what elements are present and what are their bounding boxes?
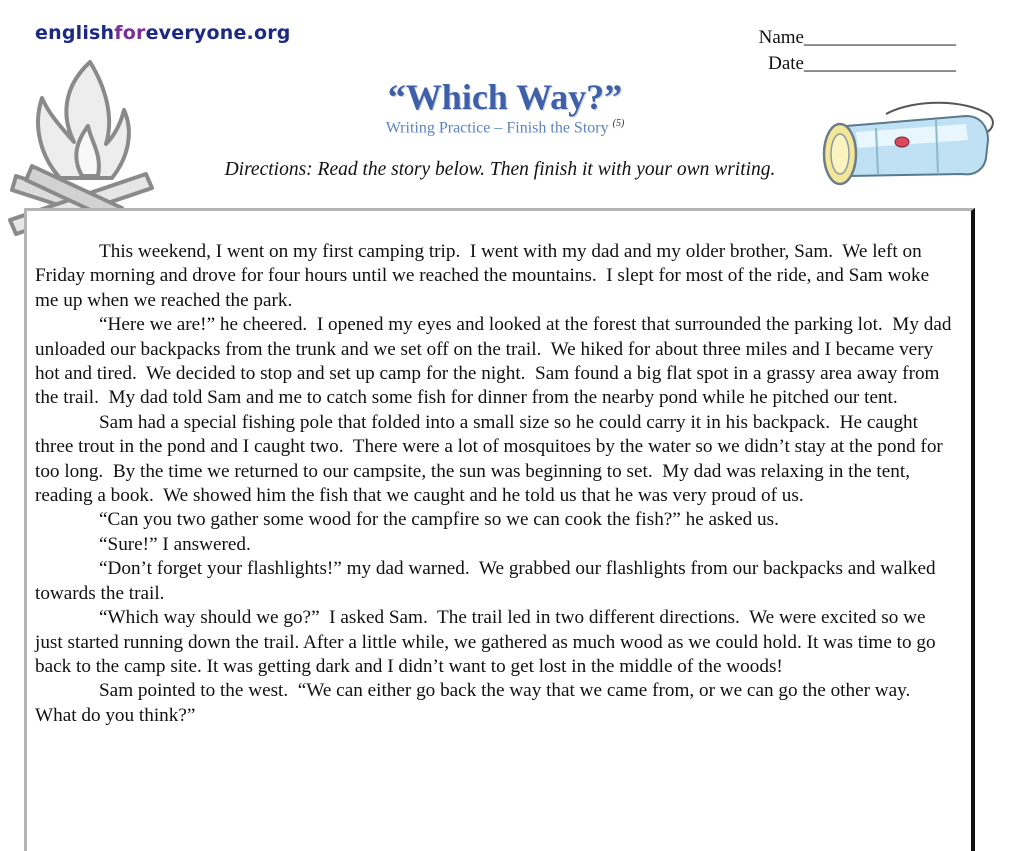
story-paragraph: “Don’t forget your flashlights!” my dad warned. We grabbed our flashlights from our backpacks and walked towards the trail. <box>35 558 941 604</box>
site-logo <box>35 22 291 44</box>
story-paragraph: “Which way should we go?” I asked Sam. The trail led in two different directions. We were excited so we just started running down the trail. After a little while, we gathered as much wood as we could hold. It was time to go back to the camp site. It was getting dark and I didn’t want to get lost in the middle of the woods! <box>35 607 941 677</box>
logo-everyone: everyone.org <box>145 22 291 44</box>
story-paragraph: “Sure!” I answered. <box>99 533 251 555</box>
name-date-block <box>759 25 956 77</box>
logo-for: for <box>114 22 146 44</box>
flashlight-icon <box>816 96 998 196</box>
directions: Directions: Read the story below. Then finish it with your own writing. <box>224 159 776 180</box>
date-field[interactable]: Date________________ <box>768 53 956 74</box>
name-field[interactable]: Name________________ <box>758 27 956 48</box>
worksheet-title: “Which Way?” <box>387 77 623 117</box>
logo-english: english <box>35 22 115 44</box>
level-badge: (5) <box>612 118 625 129</box>
story-text <box>35 240 957 728</box>
story-paragraph: Sam pointed to the west. “We can either go back the way that we came from, or we can go the other way. What do you think?” <box>35 680 920 726</box>
story-paragraph: Sam had a special fishing pole that folded into a small size so he could carry it in his backpack. He caught three trout in the pond and I caught two. There were a lot of mosquitoes by the water so we didn’t stay at the pond for too long. By the time we returned to our campsite, the sun was beginning to set. My dad was relaxing in the tent, reading a book. We showed him the fish that we caught and he told us that he was very proud of us. <box>35 411 948 507</box>
story-paragraph: “Can you two gather some wood for the campfire so we can cook the fish?” he asked us. <box>99 509 779 531</box>
story-paragraph: This weekend, I went on my first camping trip. I went with my dad and my older brother, Sam. We left on Friday morning and drove for four hours until we reached the mountains. I slept for most of the ride, and Sam woke me up when we reached the park. <box>35 241 934 311</box>
story-paragraph: “Here we are!” he cheered. I opened my eyes and looked at the forest that surrounded the parking lot. My dad unloaded our backpacks from the trunk and we set off on the trail. We hiked for about three miles and I became very hot and tired. We decided to stop and set up camp for the night. Sam found a big flat spot in a grassy area away from the trail. My dad told Sam and me to catch some fish for dinner from the nearby pond while he pitched our tent. <box>35 314 957 409</box>
subtitle-text: Writing Practice – Finish the Story <box>385 119 609 137</box>
